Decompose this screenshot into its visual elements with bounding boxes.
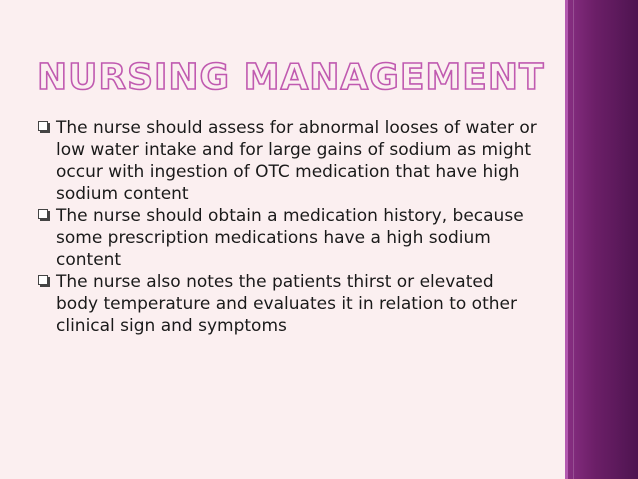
checkbox-bullet-icon [38,275,48,285]
bullet-text: The nurse also notes the patients thirst or elevated body temperature and evaluates it in relation to other clinical sign and symptoms [56,272,517,336]
bullet-item [38,205,538,271]
checkbox-bullet-icon [38,209,48,219]
decorative-side-band [565,0,638,479]
bullet-item [38,271,538,337]
bullet-list [38,117,538,337]
slide-title: NURSING MANAGEMENT [37,57,545,98]
bullet-text: The nurse should obtain a medication history, because some prescription medications have a high sodium content [56,206,524,270]
bullet-text: The nurse should assess for abnormal looses of water or low water intake and for large gains of sodium as might occur with ingestion of OTC medication that have high sodium content [56,118,537,204]
checkbox-bullet-icon [38,121,48,131]
bullet-item [38,117,538,205]
